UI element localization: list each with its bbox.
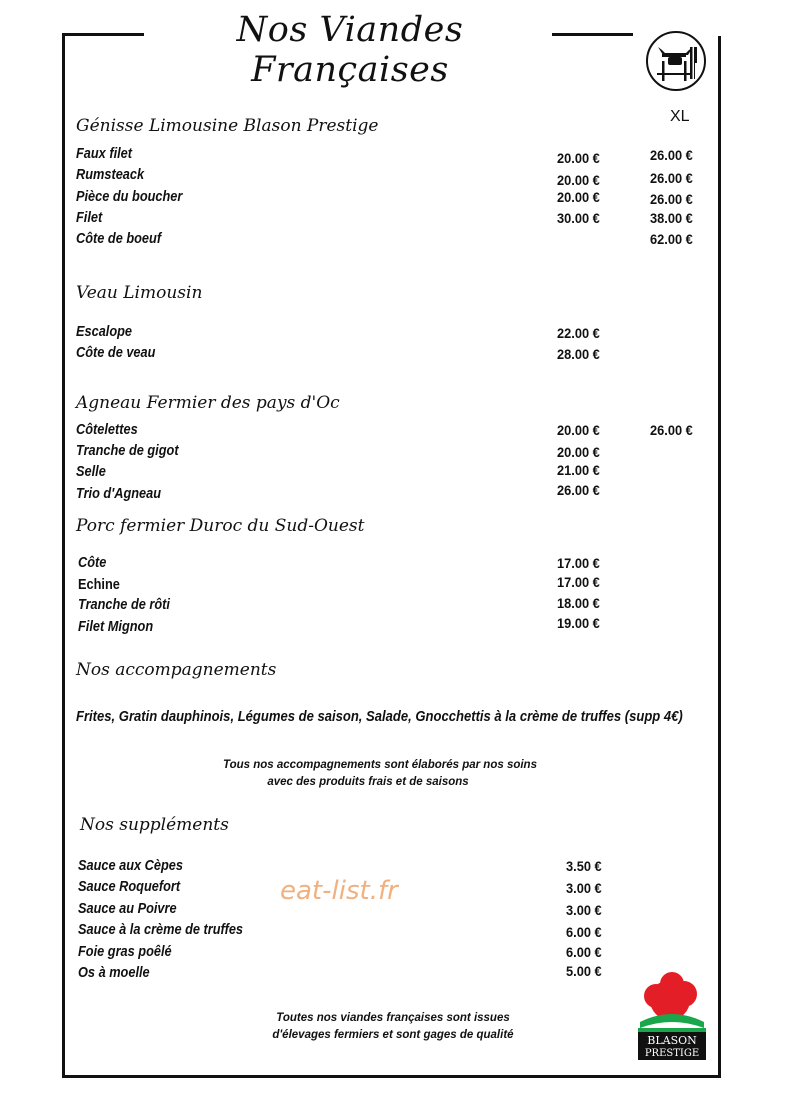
xl-column-header: XL bbox=[670, 108, 690, 125]
section-title-veau: Veau Limousin bbox=[76, 283, 203, 303]
menu-item-price: 22.00 € bbox=[557, 326, 600, 341]
supplement-price: 3.00 € bbox=[566, 903, 602, 918]
menu-item-name: Selle bbox=[76, 464, 106, 480]
sides-list: Frites, Gratin dauphinois, Légumes de saison, Salade, Gnocchettis à la crème de truffes (supp 4€) bbox=[76, 709, 683, 725]
section-title-genisse: Génisse Limousine Blason Prestige bbox=[76, 116, 379, 136]
menu-item-price: 20.00 € bbox=[557, 190, 600, 205]
menu-item-xl-price: 62.00 € bbox=[650, 232, 693, 247]
menu-item-name: Filet bbox=[76, 210, 103, 226]
menu-item-price: 20.00 € bbox=[557, 151, 600, 166]
sides-note-line2: avec des produits frais et de saisons bbox=[267, 776, 469, 788]
supplement-name: Sauce au Poivre bbox=[78, 901, 177, 917]
menu-item-price: 28.00 € bbox=[557, 347, 600, 362]
supplement-price: 3.50 € bbox=[566, 859, 602, 874]
menu-item-xl-price: 26.00 € bbox=[650, 171, 693, 186]
menu-item-price: 26.00 € bbox=[557, 483, 600, 498]
frame-top-right-line bbox=[552, 33, 633, 36]
sides-note-line1: Tous nos accompagnements sont élaborés par nos soins bbox=[223, 759, 537, 771]
logo-text-bottom: PRESTIGE bbox=[644, 1048, 700, 1059]
section-title-porc: Porc fermier Duroc du Sud-Ouest bbox=[76, 516, 365, 536]
watermark: eat-list.fr bbox=[280, 876, 398, 906]
footer-line2: d'élevages fermiers et sont gages de qualité bbox=[272, 1029, 514, 1041]
menu-item-price: 30.00 € bbox=[557, 211, 600, 226]
supplement-price: 5.00 € bbox=[566, 964, 602, 979]
supplement-price: 6.00 € bbox=[566, 925, 602, 940]
menu-item-price: 21.00 € bbox=[557, 463, 600, 478]
section-title-supplements: Nos suppléments bbox=[80, 815, 229, 835]
supplement-name: Sauce Roquefort bbox=[78, 879, 181, 895]
menu-item-xl-price: 26.00 € bbox=[650, 148, 693, 163]
menu-item-name: Escalope bbox=[76, 324, 133, 340]
menu-item-price: 20.00 € bbox=[557, 445, 600, 460]
menu-item-price: 19.00 € bbox=[557, 616, 600, 631]
menu-item-name: Côte de veau bbox=[76, 345, 156, 361]
supplement-price: 6.00 € bbox=[566, 945, 602, 960]
menu-item-name: Rumsteack bbox=[76, 167, 145, 183]
menu-item-name: Côte de boeuf bbox=[76, 231, 162, 247]
menu-item-name: Côtelettes bbox=[76, 422, 138, 438]
frame-top-left-line bbox=[62, 33, 144, 36]
menu-item-name: Filet Mignon bbox=[78, 619, 154, 635]
menu-item-xl-price: 26.00 € bbox=[650, 192, 693, 207]
menu-item-price: 18.00 € bbox=[557, 596, 600, 611]
page-title: Nos Viandes Françaises bbox=[150, 10, 550, 90]
blason-prestige-logo bbox=[636, 970, 708, 1062]
logo-text-top: BLASON bbox=[647, 1034, 697, 1047]
menu-item-price: 20.00 € bbox=[557, 173, 600, 188]
menu-item-price: 20.00 € bbox=[557, 423, 600, 438]
menu-item-xl-price: 26.00 € bbox=[650, 423, 693, 438]
menu-item-price: 17.00 € bbox=[557, 575, 600, 590]
supplement-price: 3.00 € bbox=[566, 881, 602, 896]
footer-line1: Toutes nos viandes françaises sont issues bbox=[276, 1012, 510, 1024]
supplement-name: Foie gras poêlé bbox=[78, 944, 172, 960]
section-title-agneau: Agneau Fermier des pays d'Oc bbox=[76, 393, 340, 413]
menu-item-price: 17.00 € bbox=[557, 556, 600, 571]
menu-item-xl-price: 38.00 € bbox=[650, 211, 693, 226]
menu-item-name: Côte bbox=[78, 555, 107, 571]
menu-item-name: Tranche de rôti bbox=[78, 597, 170, 613]
supplement-name: Sauce à la crème de truffes bbox=[78, 922, 244, 938]
supplement-name: Os à moelle bbox=[78, 965, 150, 981]
menu-item-name: Echine bbox=[78, 577, 120, 593]
menu-item-name: Tranche de gigot bbox=[76, 443, 179, 459]
menu-item-name: Trio d'Agneau bbox=[76, 486, 162, 502]
menu-item-name: Faux filet bbox=[76, 146, 133, 162]
supplement-name: Sauce aux Cèpes bbox=[78, 858, 183, 874]
menu-item-name: Pièce du boucher bbox=[76, 189, 183, 205]
beef-cutlery-icon bbox=[646, 31, 706, 91]
section-title-accompagnements: Nos accompagnements bbox=[76, 660, 277, 680]
